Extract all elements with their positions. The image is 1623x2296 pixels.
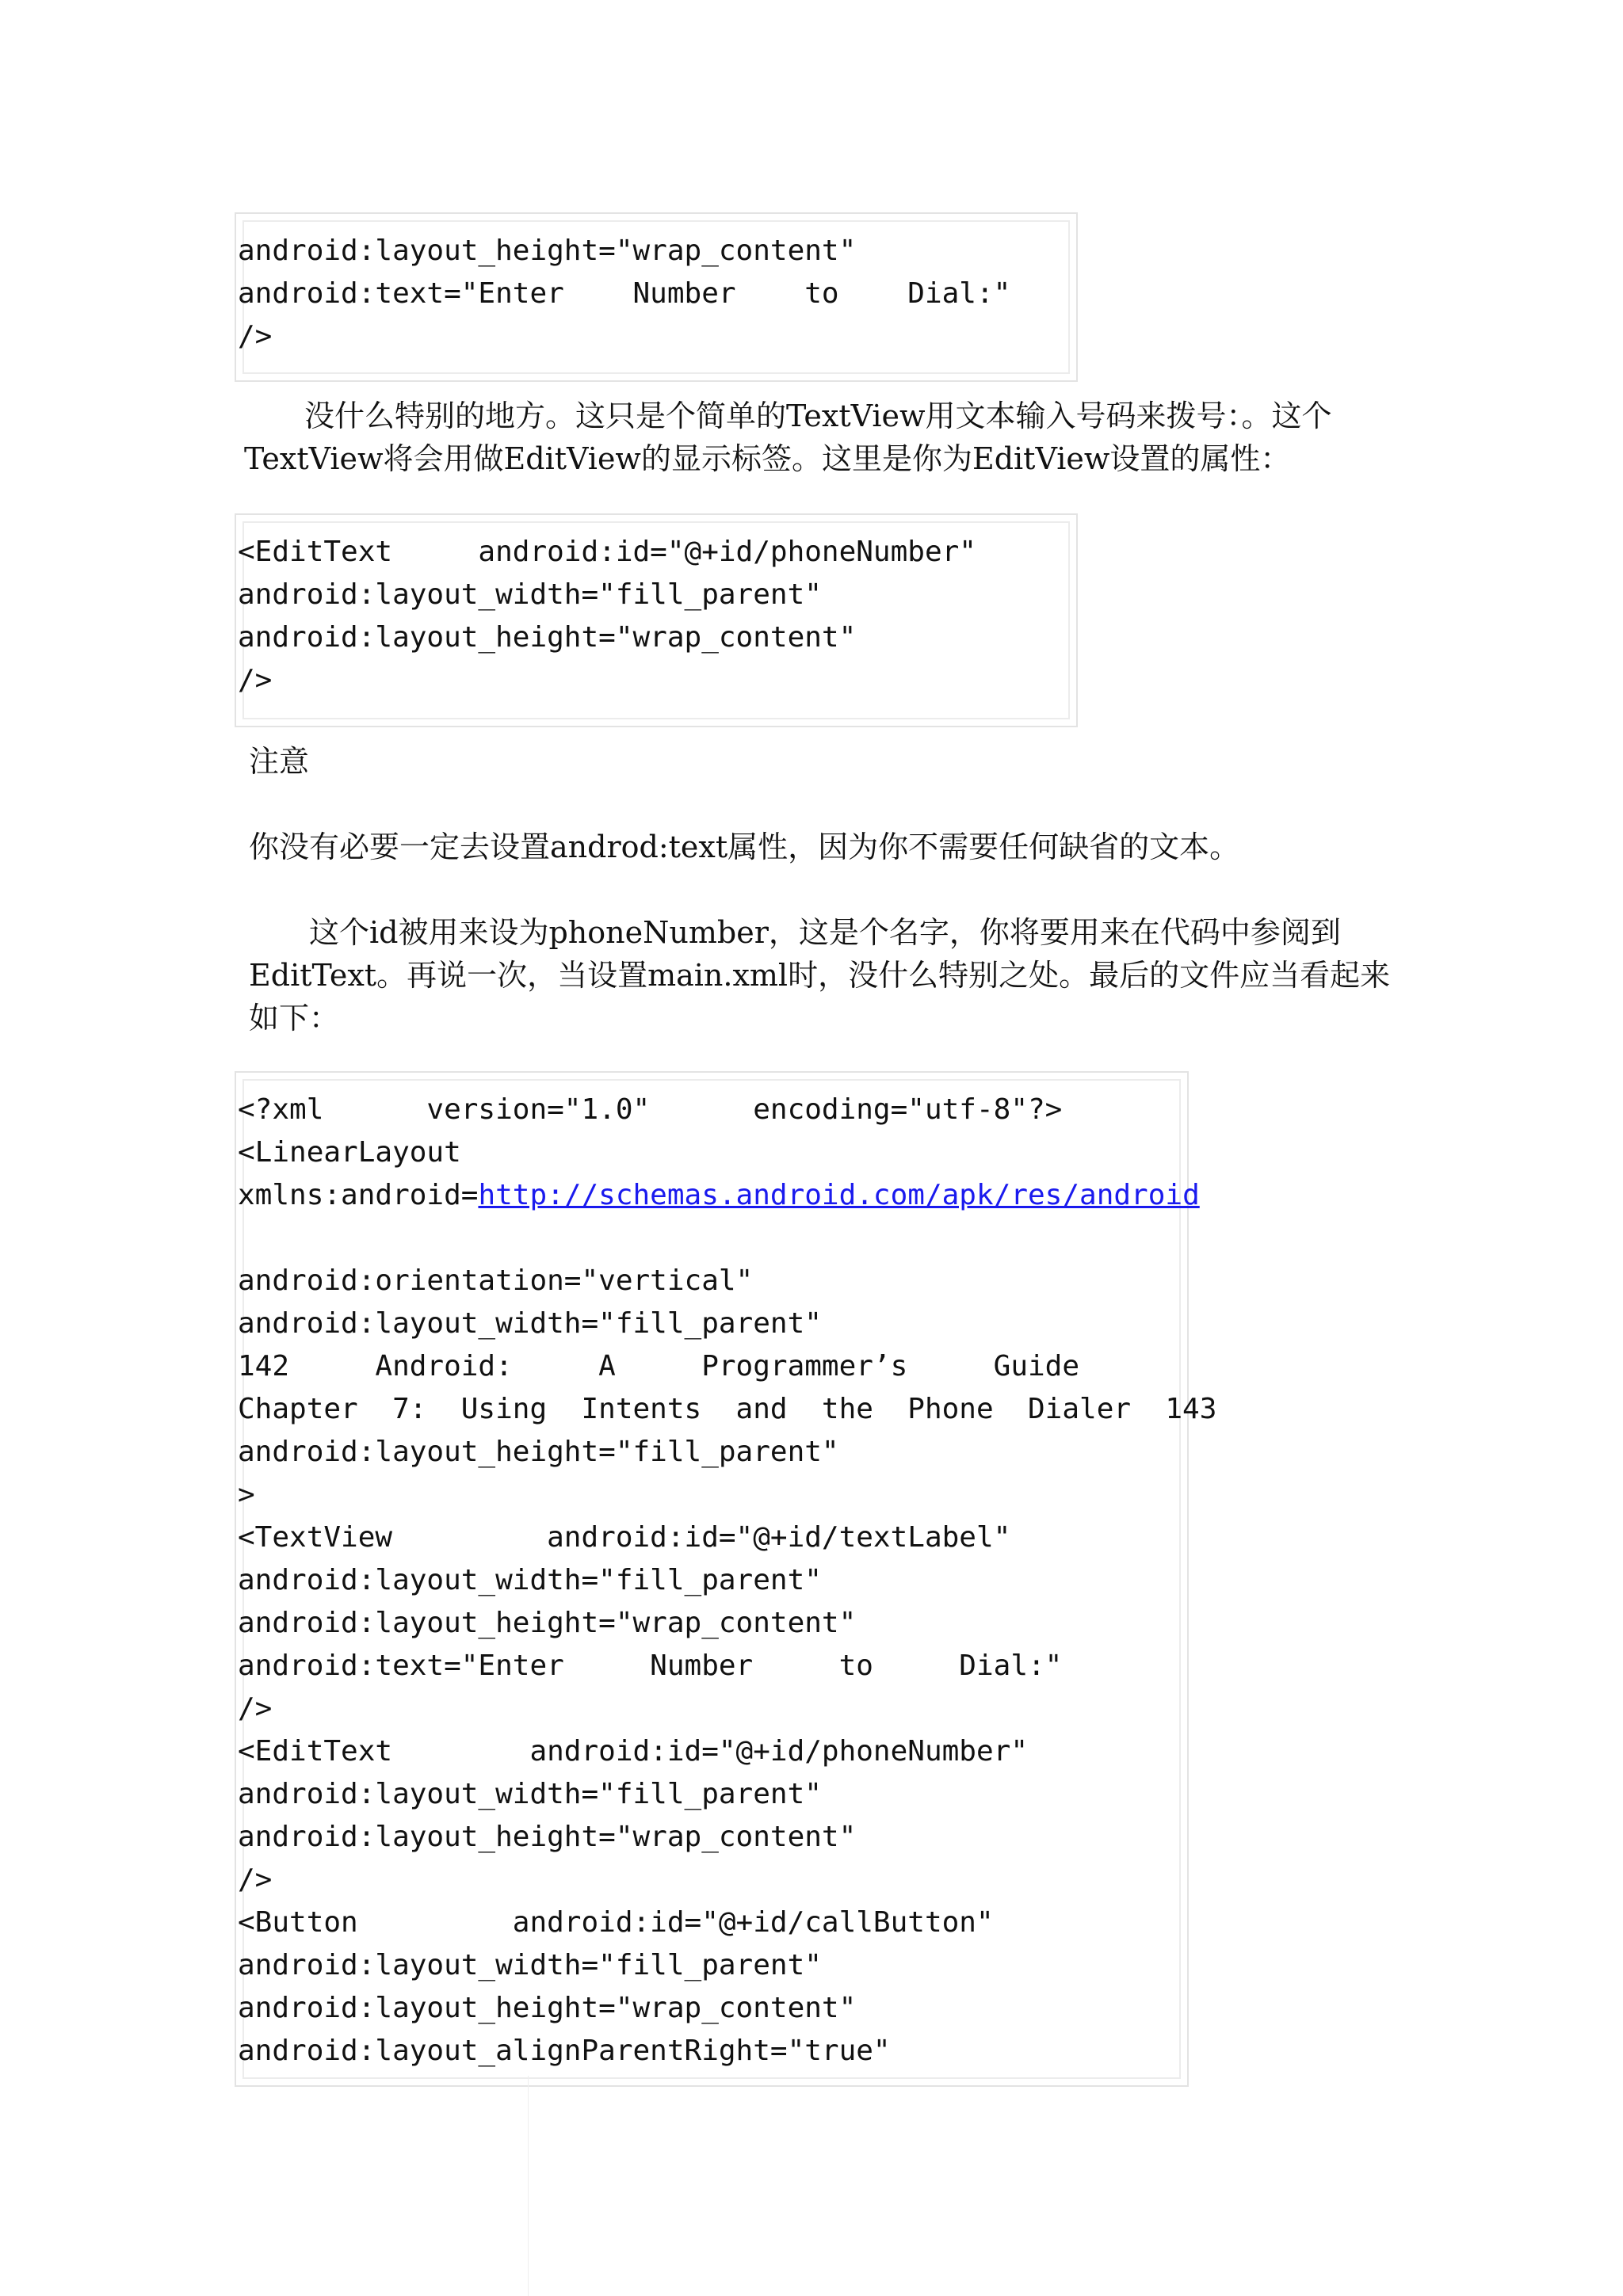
code-block-2 xyxy=(235,513,1078,727)
code-line: android:layout_height="wrap_content" xyxy=(238,1992,857,2024)
code-line: <TextView android:id="@+id/textLabel" xyxy=(238,1521,1011,1554)
code-line: <Button android:id="@+id/callButton" xyxy=(238,1906,994,1939)
code-block-2-inner xyxy=(238,521,1070,719)
code-line: android:layout_width="fill_parent" xyxy=(238,1307,822,1340)
code-line: android:layout_width="fill_parent" xyxy=(238,1564,822,1596)
note-heading: 注意 xyxy=(249,744,310,779)
code-line: /> xyxy=(238,320,273,353)
schema-link[interactable]: http://schemas.android.com/apk/res/android xyxy=(478,1179,1200,1211)
code-line: android:layout_alignParentRight="true" xyxy=(238,2035,891,2067)
code-line: android:text="Enter Number to Dial:" xyxy=(238,1650,1063,1682)
code-line: android:layout_width="fill_parent" xyxy=(238,1949,822,1981)
code-line: <LinearLayout xyxy=(238,1136,461,1169)
code-line xyxy=(238,1217,1179,1260)
code-line: /> xyxy=(238,664,273,696)
code-line: android:layout_height="wrap_content" xyxy=(238,235,857,267)
page-divider xyxy=(528,2076,529,2296)
code-block-1 xyxy=(235,212,1078,382)
code-line: android:layout_height="fill_parent" xyxy=(238,1436,839,1468)
code-line: <?xml version="1.0" encoding="utf-8"?> xyxy=(238,1093,1063,1126)
code-line: /> xyxy=(238,1863,273,1896)
code-line: <EditText android:id="@+id/phoneNumber" xyxy=(238,1735,1028,1768)
code-line: <EditText android:id="@+id/phoneNumber" xyxy=(238,536,976,568)
code-line: > xyxy=(238,1478,255,1511)
paragraph-textview-description: 没什么特别的地方。这只是个简单的TextView用文本输入号码来拨号：。这个TextView将会用做EditView的显示标签。这里是你为EditView设置的属性： xyxy=(244,399,1332,476)
code-block-3 xyxy=(235,1071,1217,2087)
paragraph-phone-number-id: 这个id被用来设为phoneNumber，这是个名字，你将要用来在代码中参阅到EditText。再说一次，当设置main.xml时，没什么特别之处。最后的文件应当看起来如下： xyxy=(249,915,1391,1035)
xmlns-prefix: xmlns:android= xyxy=(238,1179,479,1211)
code-line: android:layout_width="fill_parent" xyxy=(238,578,822,611)
note-text: 你没有必要一定去设置androd:text属性，因为你不需要任何缺省的文本。 xyxy=(249,830,1240,864)
code-line: android:layout_width="fill_parent" xyxy=(238,1778,822,1810)
code-line: android:orientation="vertical" xyxy=(238,1264,754,1297)
code-line: android:text="Enter Number to Dial:" xyxy=(238,277,1011,310)
code-line: 142 Android: A Programmer’s Guide xyxy=(238,1350,1080,1383)
code-line: Chapter 7: Using Intents and the Phone Dialer 143 xyxy=(238,1393,1217,1425)
code-line: android:layout_height="wrap_content" xyxy=(238,1607,857,1639)
code-block-1-inner xyxy=(238,220,1070,374)
code-line-xmlns xyxy=(238,1174,1200,1217)
code-line: /> xyxy=(238,1692,273,1725)
code-line: android:layout_height="wrap_content" xyxy=(238,1821,857,1853)
code-line: android:layout_height="wrap_content" xyxy=(238,621,857,654)
code-block-3-inner xyxy=(238,1079,1217,2079)
